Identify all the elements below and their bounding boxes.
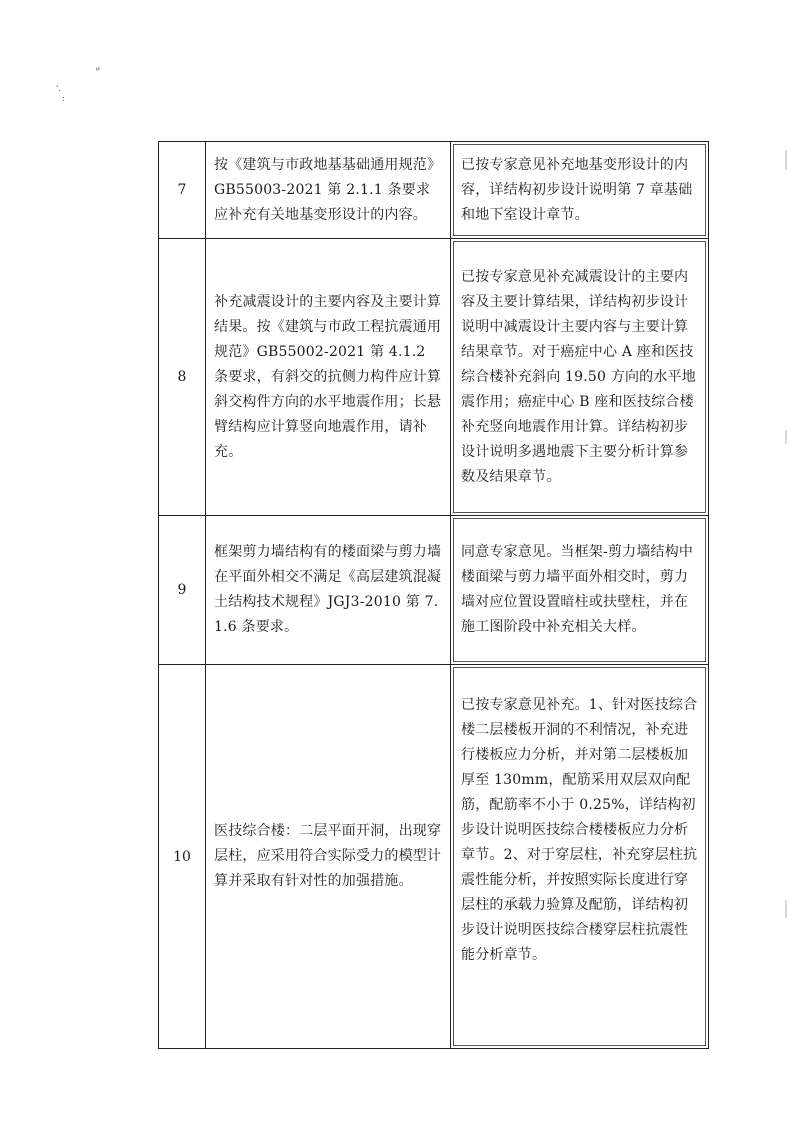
response-cell xyxy=(451,516,709,665)
response-text: 已按专家意见补充地基变形设计的内容，详结构初步设计说明第 7 章基础和地下室设计章节。 xyxy=(461,156,693,223)
scan-edge-mark xyxy=(785,430,787,444)
response-text: 已按专家意见补充。1、针对医技综合楼二层楼板开洞的不利情况，补充进行楼板应力分析，并对第二层楼板加厚至 130mm，配筋采用双层双向配筋，配筋率不小于 0.25%，详结构初步设计说明医技综合楼楼板应力分析章节。2、对于穿层柱，补充穿层柱抗震性能分析，并按照实际长度进行穿层柱的承载力验算及配筋，详结构初步设计说明医技综合楼穿层柱抗震性能分析章节。 xyxy=(461,697,698,963)
expert-comment: 医技综合楼：二层平面开洞，出现穿层柱，应采用符合实际受力的模型计算并采取有针对性的加强措施。 xyxy=(206,665,451,1049)
row-number: 10 xyxy=(159,665,206,1049)
row-number: 9 xyxy=(159,516,206,665)
scan-speck: ᴻ xyxy=(96,66,100,75)
row-number: 8 xyxy=(159,239,206,516)
response-text: 已按专家意见补充减震设计的主要内容及主要计算结果，详结构初步设计说明中减震设计主要内容与主要计算结果章节。对于癌症中心 A 座和医技综合楼补充斜向 19.50 方向的水平地震作用；癌症中心 B 座和医技综合楼补充竖向地震作用计算。详结构初步设计说明多遇地震下主要分析计算参数及结果章节。 xyxy=(461,268,696,485)
scan-edge-mark xyxy=(785,150,787,170)
row-number: 7 xyxy=(159,142,206,239)
scan-speck: '. xyxy=(56,84,61,93)
response-cell xyxy=(451,665,709,1049)
response-cell xyxy=(451,239,709,516)
expert-comment: 框架剪力墙结构有的楼面梁与剪力墙在平面外相交不满足《高层建筑混凝土结构技术规程》JGJ3-2010 第 7.1.6 条要求。 xyxy=(206,516,451,665)
table-row xyxy=(159,239,709,516)
table-row xyxy=(159,142,709,239)
response-text: 同意专家意见。当框架-剪力墙结构中楼面梁与剪力墙平面外相交时，剪力墙对应位置设置暗柱或扶壁柱，并在施工图阶段中补充相关大样。 xyxy=(461,544,694,635)
scan-edge-mark xyxy=(785,900,787,918)
expert-comment: 按《建筑与市政地基基础通用规范》GB55003-2021 第 2.1.1 条要求应补充有关地基变形设计的内容。 xyxy=(206,142,451,239)
table-row xyxy=(159,665,709,1049)
response-cell xyxy=(451,142,709,239)
expert-comment: 补充减震设计的主要内容及主要计算结果。按《建筑与市政工程抗震通用规范》GB55002-2021 第 4.1.2 条要求，有斜交的抗侧力构件应计算斜交构件方向的水平地震作用；长悬臂结构应计算竖向地震作用，请补充。 xyxy=(206,239,451,516)
scan-speck: : xyxy=(62,94,65,103)
table-row xyxy=(159,516,709,665)
expert-review-table xyxy=(158,141,709,1049)
